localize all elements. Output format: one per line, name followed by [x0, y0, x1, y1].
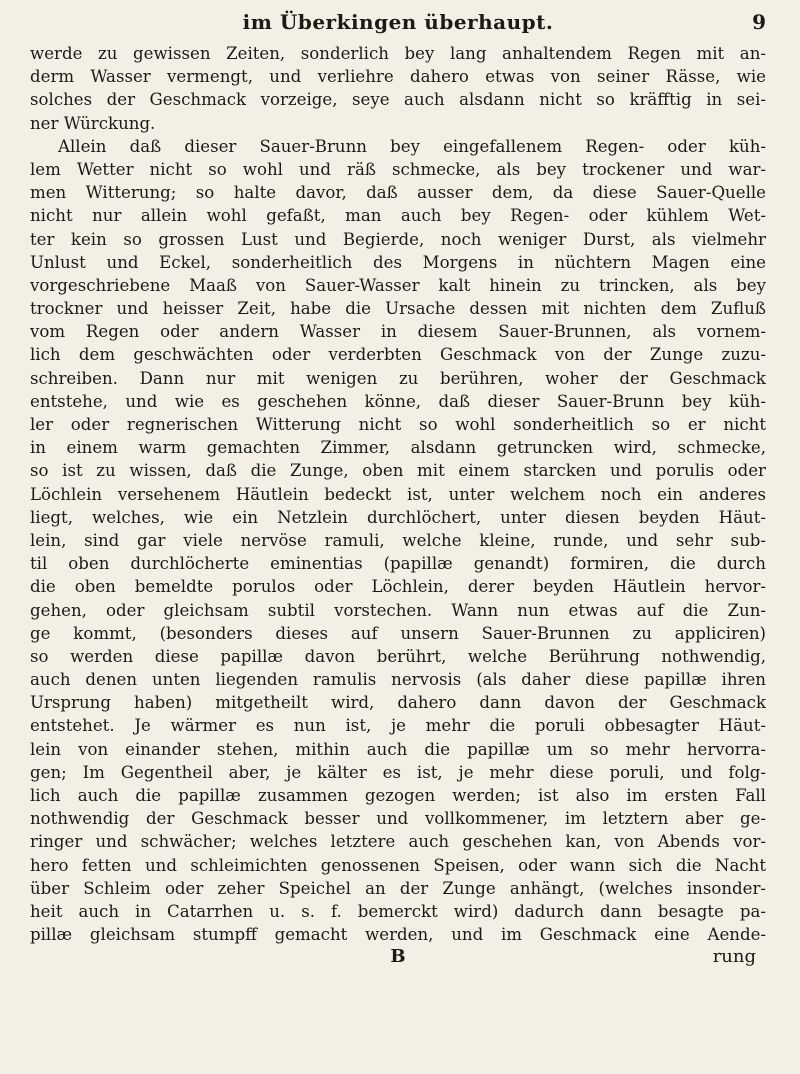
text-line: lich dem geschwächten oder verderbten Geschmack von der Zunge zuzu- — [30, 345, 766, 365]
text-line: in einem warm gemachten Zimmer, alsdann getruncken wird, schmecke, — [30, 438, 766, 458]
text-line: derm Wasser vermengt, und verliehre dahero etwas von seiner Rässe, wie — [30, 67, 766, 87]
catchword: rung — [712, 946, 756, 968]
text-line: Ursprung haben) mitgetheilt wird, dahero dann davon der Geschmack — [30, 693, 766, 713]
text-line: ner Würckung. — [30, 113, 156, 133]
text-line: hero fetten und schleimichten genossenen Speisen, oder wann sich die Nacht — [30, 855, 766, 875]
text-line: lem Wetter nicht so wohl und räß schmecke, als bey trockener und war- — [30, 159, 766, 179]
page-header — [30, 8, 766, 38]
text-line: vorgeschriebene Maaß von Sauer-Wasser kalt hinein zu trincken, als bey — [30, 275, 766, 295]
body-text — [30, 42, 766, 946]
page-number: 9 — [752, 10, 766, 34]
text-line: über Schleim oder zeher Speichel an der Zunge anhängt, (welches insonder- — [30, 878, 766, 898]
text-line: heit auch in Catarrhen u. s. f. bemerckt wird) dadurch dann besagte pa- — [30, 901, 766, 921]
text-line: Allein daß dieser Sauer-Brunn bey eingefallenem Regen- oder küh- — [58, 136, 766, 156]
text-line: pillæ gleichsam stumpff gemacht werden, und im Geschmack eine Aende- — [30, 925, 766, 945]
text-line: solches der Geschmack vorzeige, seye auch alsdann nicht so kräfftig in sei- — [30, 90, 766, 110]
text-line: schreiben. Dann nur mit wenigen zu berühren, woher der Geschmack — [30, 368, 766, 388]
running-title: im Überkingen überhaupt. — [242, 10, 554, 34]
text-line: nothwendig der Geschmack besser und vollkommener, im letztern aber ge- — [30, 809, 766, 829]
text-line: so ist zu wissen, daß die Zunge, oben mit einem starcken und porulis oder — [30, 461, 766, 481]
signature-mark: B — [390, 946, 406, 968]
text-line: auch denen unten liegenden ramulis nervosis (als daher diese papillæ ihren — [30, 670, 766, 690]
text-line: trockner und heisser Zeit, habe die Ursache dessen mit nichten dem Zufluß — [30, 299, 766, 319]
text-line: ge kommt, (besonders dieses auf unsern Sauer-Brunnen zu appliciren) — [30, 623, 766, 643]
text-line: entstehet. Je wärmer es nun ist, je mehr die poruli obbesagter Häut- — [30, 716, 766, 736]
text-line: ter kein so grossen Lust und Begierde, noch weniger Durst, als vielmehr — [30, 229, 766, 249]
text-line: Unlust und Eckel, sonderheitlich des Morgens in nüchtern Magen eine — [30, 252, 766, 272]
text-line: lein, sind gar viele nervöse ramuli, welche kleine, runde, und sehr sub- — [30, 530, 766, 550]
text-line: nicht nur allein wohl gefaßt, man auch bey Regen- oder kühlem Wet- — [30, 206, 766, 226]
text-line: gen; Im Gegentheil aber, je kälter es ist, je mehr diese poruli, und folg- — [30, 762, 766, 782]
text-line: liegt, welches, wie ein Netzlein durchlöchert, unter diesen beyden Häut- — [30, 507, 766, 527]
text-line: so werden diese papillæ davon berührt, welche Berührung nothwendig, — [30, 646, 766, 666]
text-line: entstehe, und wie es geschehen könne, daß dieser Sauer-Brunn bey küh- — [30, 391, 766, 411]
text-line: lich auch die papillæ zusammen gezogen werden; ist also im ersten Fall — [30, 786, 766, 805]
text-line: men Witterung; so halte davor, daß ausser dem, da diese Sauer-Quelle — [30, 183, 766, 203]
text-line: til oben durchlöcherte eminentias (papillæ genandt) formiren, die durch — [30, 554, 766, 574]
text-line: gehen, oder gleichsam subtil vorstechen. Wann nun etwas auf die Zun- — [30, 600, 766, 620]
text-line: Löchlein versehenem Häutlein bedeckt ist, unter welchem noch ein anderes — [30, 484, 766, 504]
text-line: lein von einander stehen, mithin auch die papillæ um so mehr hervorra- — [30, 739, 766, 759]
text-line: ler oder regnerischen Witterung nicht so wohl sonderheitlich so er nicht — [30, 415, 766, 434]
text-line: ringer und schwächer; welches letztere auch geschehen kan, von Abends vor- — [30, 832, 766, 852]
text-line: vom Regen oder andern Wasser in diesem Sauer-Brunnen, als vornem- — [30, 322, 766, 342]
text-line: die oben bemeldte porulos oder Löchlein, derer beyden Häutlein hervor- — [30, 577, 766, 597]
text-line: werde zu gewissen Zeiten, sonderlich bey lang anhaltendem Regen mit an- — [30, 44, 766, 63]
page-footer — [30, 946, 766, 972]
